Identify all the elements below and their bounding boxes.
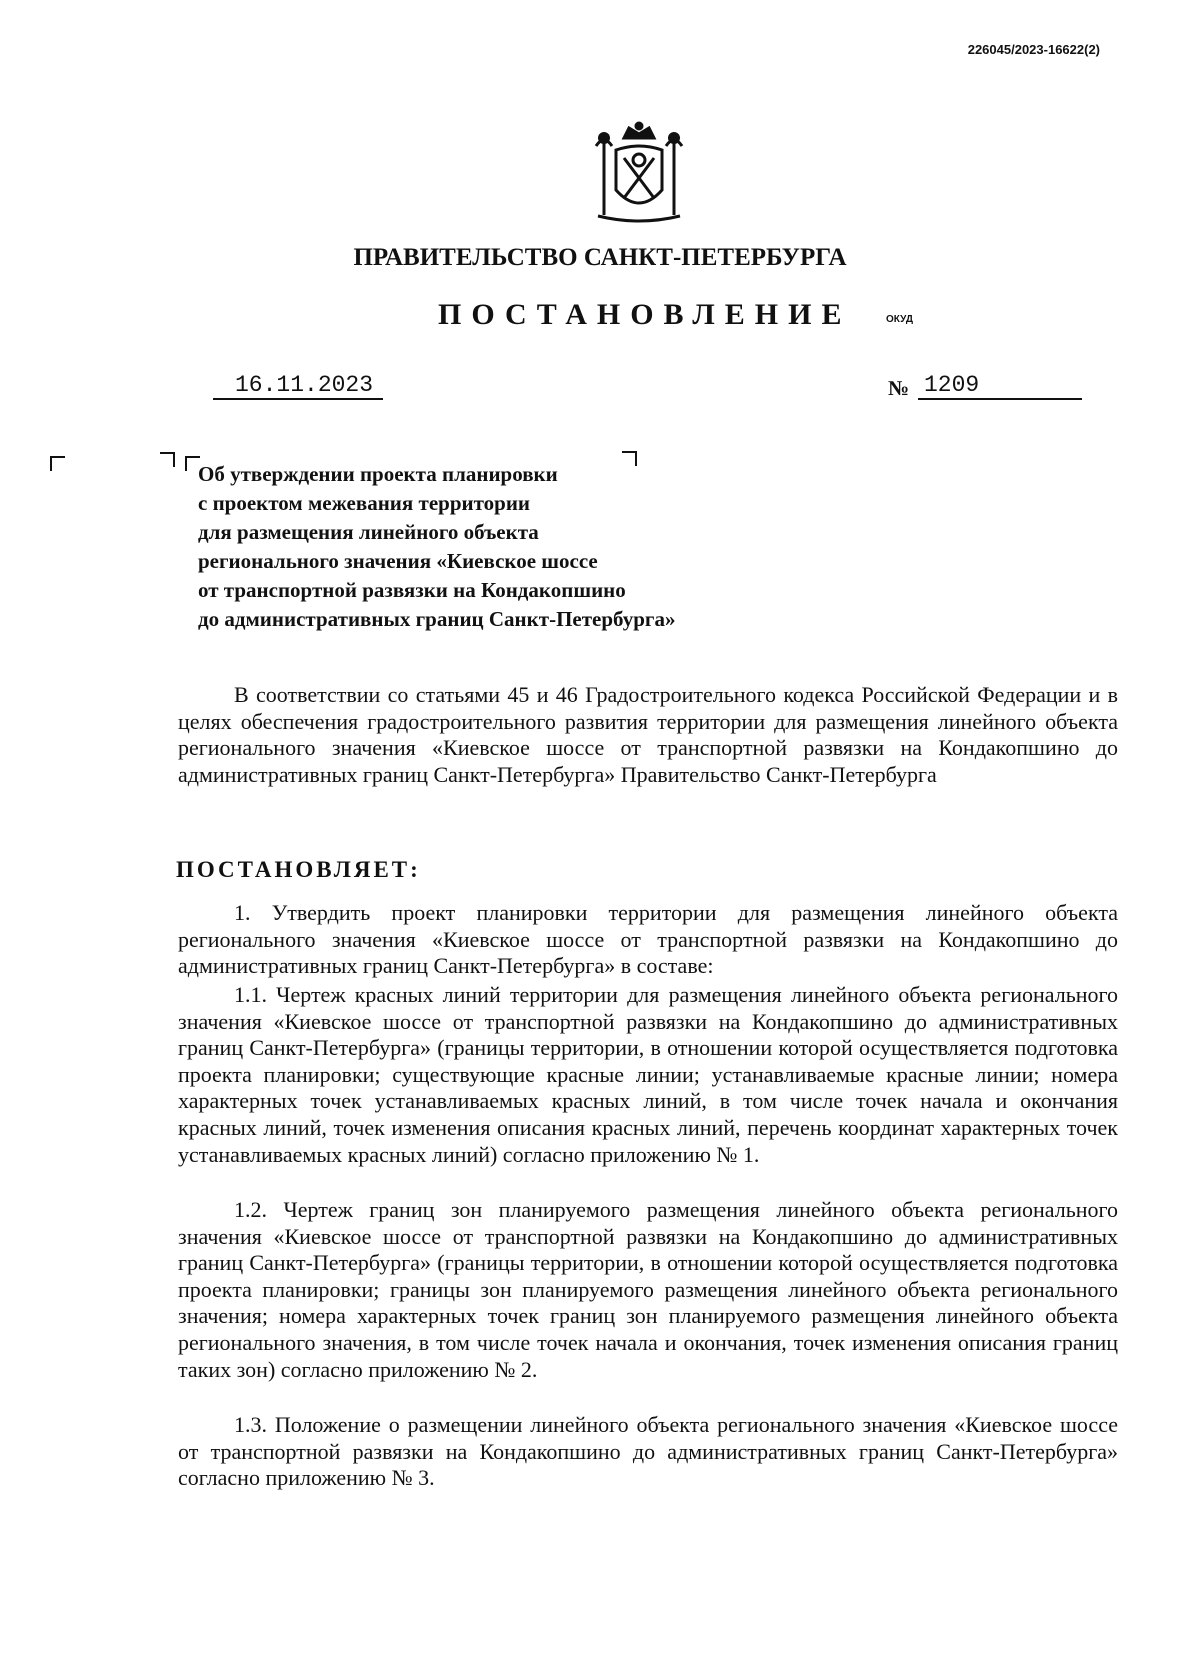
government-name: ПРАВИТЕЛЬСТВО САНКТ-ПЕТЕРБУРГА: [353, 244, 847, 271]
corner-mark: [50, 456, 65, 471]
document-type: ПОСТАНОВЛЕНИЕ: [438, 298, 852, 331]
document-title: [198, 460, 675, 634]
corner-mark: [160, 452, 175, 467]
document-number: 1209: [918, 372, 1082, 400]
title-line: от транспортной развязки на Кондакопшино: [198, 578, 626, 602]
title-line: до административных границ Санкт-Петербурга»: [198, 607, 676, 631]
resolves-heading: ПОСТАНОВЛЯЕТ:: [176, 857, 421, 882]
item-1: 1. Утвердить проект планировки территории для размещения линейного объекта регионального значения «Киевское шоссе от транспортной развязки на Кондакопшино до административных границ Санкт-Петербурга» в составе:: [178, 900, 1118, 979]
item-1-1: 1.1. Чертеж красных линий территории для размещения линейного объекта регионального значения «Киевское шоссе от транспортной развязки на Кондакопшино до административных границ Санкт-Петербурга» (границы территории, в отношении которой осуществляется подготовка проекта планировки; существующие красные линии; устанавливаемые красные линии; номера характерных точек устанавливаемых красных линий, в том числе точек начала и окончания красных линий, точек изменения описания красных линий, перечень координат характерных точек устанавливаемых красных линий) согласно приложению № 1.: [178, 982, 1118, 1167]
title-line: с проектом межевания территории: [198, 491, 531, 515]
title-line: для размещения линейного объекта: [198, 520, 539, 544]
coat-of-arms-icon: [584, 120, 694, 230]
registration-number: 226045/2023-16622(2): [967, 42, 1100, 57]
okud-label: ОКУД: [886, 314, 913, 325]
intro-paragraph: В соответствии со статьями 45 и 46 Градостроительного кодекса Российской Федерации и в целях обеспечения градостроительного развития территории для размещения линейного объекта регионального значения «Киевское шоссе от транспортной развязки на Кондакопшино до административных границ Санкт-Петербурга» Правительство Санкт-Петербурга: [178, 682, 1118, 787]
item-1-2: 1.2. Чертеж границ зон планируемого размещения линейного объекта регионального значения «Киевское шоссе от транспортной развязки на Кондакопшино до административных границ Санкт-Петербурга» (границы территории, в отношении которой осуществляется подготовка проекта планировки; границы зон планируемого размещения линейного объекта регионального значения; номера характерных точек границ зон планируемого размещения линейного объекта регионального значения, в том числе точек начала и окончания, точек изменения описания границ таких зон) согласно приложению № 2.: [178, 1197, 1118, 1382]
title-line: регионального значения «Киевское шоссе: [198, 549, 598, 573]
number-label: №: [888, 376, 910, 400]
item-1-3: 1.3. Положение о размещении линейного объекта регионального значения «Киевское шоссе от транспортной развязки на Кондакопшино до административных границ Санкт-Петербурга» согласно приложению № 3.: [178, 1412, 1118, 1491]
title-line: Об утверждении проекта планировки: [198, 462, 558, 486]
document-date: 16.11.2023: [213, 372, 383, 400]
